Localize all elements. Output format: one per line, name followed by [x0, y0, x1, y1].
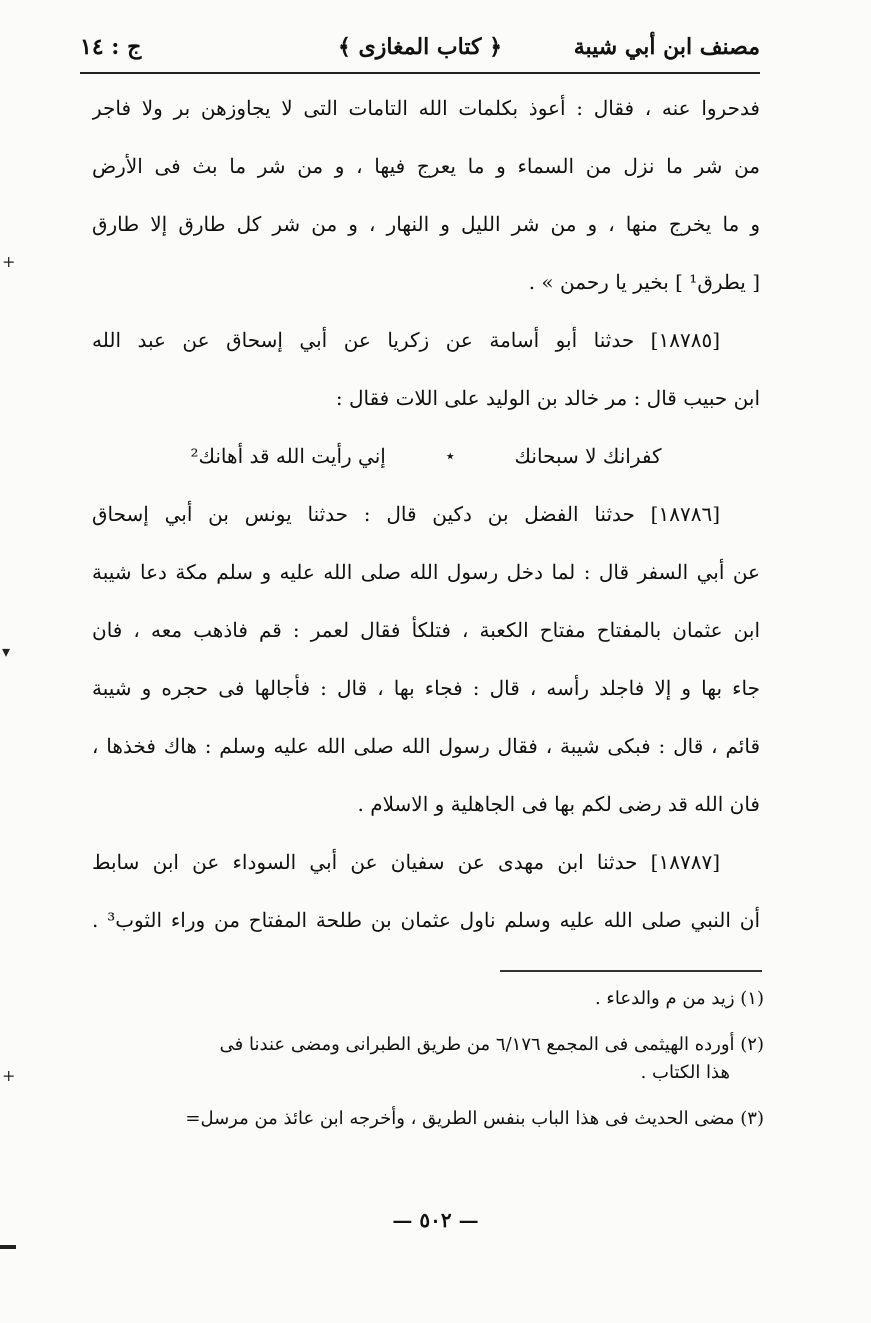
verse-first-hemistich: كفرانك لا سبحانك [514, 444, 662, 468]
text-line: فدحروا عنه ، فقال : أعوذ بكلمات الله التامات التى لا يجاوزهن بر ولا فاجر [92, 96, 760, 120]
page-number: — ٥٠٢ — [392, 1208, 479, 1232]
scan-edge-mark [0, 1245, 16, 1249]
verse [92, 440, 760, 498]
running-header [80, 28, 760, 72]
margin-mark-icon: + [2, 252, 16, 271]
text-line: أن النبي صلى الله عليه وسلم ناول عثمان بن طلحة المفتاح من وراء الثوب³ . [92, 908, 760, 932]
text-line: [ يطرق¹ ] بخير يا رحمن » . [528, 270, 760, 294]
text-line: و ما يخرج منها ، و من شر الليل و النهار ، و من شر كل طارق إلا طارق [92, 212, 760, 236]
text-line: ابن حبيب قال : مر خالد بن الوليد على اللات فقال : [335, 386, 760, 410]
text-line: فان الله قد رضى لكم بها فى الجاهلية و الاسلام . [357, 792, 760, 816]
hadith-18786-line: [١٨٧٨٦] حدثنا الفضل بن دكين قال : حدثنا يونس بن أبي إسحاق [92, 502, 720, 526]
text-line: عن أبي السفر قال : لما دخل رسول الله صلى الله عليه و سلم مكة دعا شيبة [92, 560, 760, 584]
text-line: من شر ما نزل من السماء و ما يعرج فيها ، و من شر ما بث فى الأرض [92, 154, 760, 178]
book-title: مصنف ابن أبي شيبة [573, 34, 760, 60]
margin-mark-icon: + [2, 1066, 16, 1085]
margin-mark-icon: ▾ [2, 642, 11, 661]
footnote-2-continuation: هذا الكتاب . [640, 1062, 730, 1083]
text-line: قائم ، قال : فبكى شيبة ، فقال رسول الله صلى الله عليه وسلم : هاك فخذها ، [92, 734, 760, 758]
header-rule [80, 72, 760, 74]
verse-separator: ٭ [445, 446, 455, 465]
footnote-3: (٣) مضى الحديث فى هذا الباب بنفس الطريق ، وأخرجه ابن عائذ من مرسل= [185, 1108, 764, 1129]
verse-second-hemistich: إني رأيت الله قد أهانك² [190, 444, 386, 468]
footnote-2 [92, 1031, 764, 1087]
main-text [92, 92, 760, 962]
chapter-title: ﴿ كتاب المغازى ﴾ [338, 34, 502, 60]
volume-number: ج : ١٤ [80, 34, 142, 60]
hadith-18785-line: [١٨٧٨٥] حدثنا أبو أسامة عن زكريا عن أبي إسحاق عن عبد الله [92, 328, 720, 352]
footnote-2-line: (٢) أورده الهيثمى فى المجمع ٦/١٧٦ من طريق الطبرانى ومضى عندنا فى [219, 1034, 764, 1055]
footnotes [92, 985, 764, 1151]
text-line: جاء بها و إلا فاجلد رأسه ، قال : فجاء بها ، قال : فأجالها فى حجره و شيبة [92, 676, 760, 700]
footnote-rule [500, 970, 762, 972]
footnote-1: (١) زيد من م والدعاء . [594, 988, 764, 1009]
text-line: ابن عثمان بالمفتاح مفتاح الكعبة ، فتلكأ فقال لعمر : قم فاذهب معه ، فان [92, 618, 760, 642]
hadith-18787-line: [١٨٧٨٧] حدثنا ابن مهدى عن سفيان عن أبي السوداء عن ابن سابط [92, 850, 720, 874]
